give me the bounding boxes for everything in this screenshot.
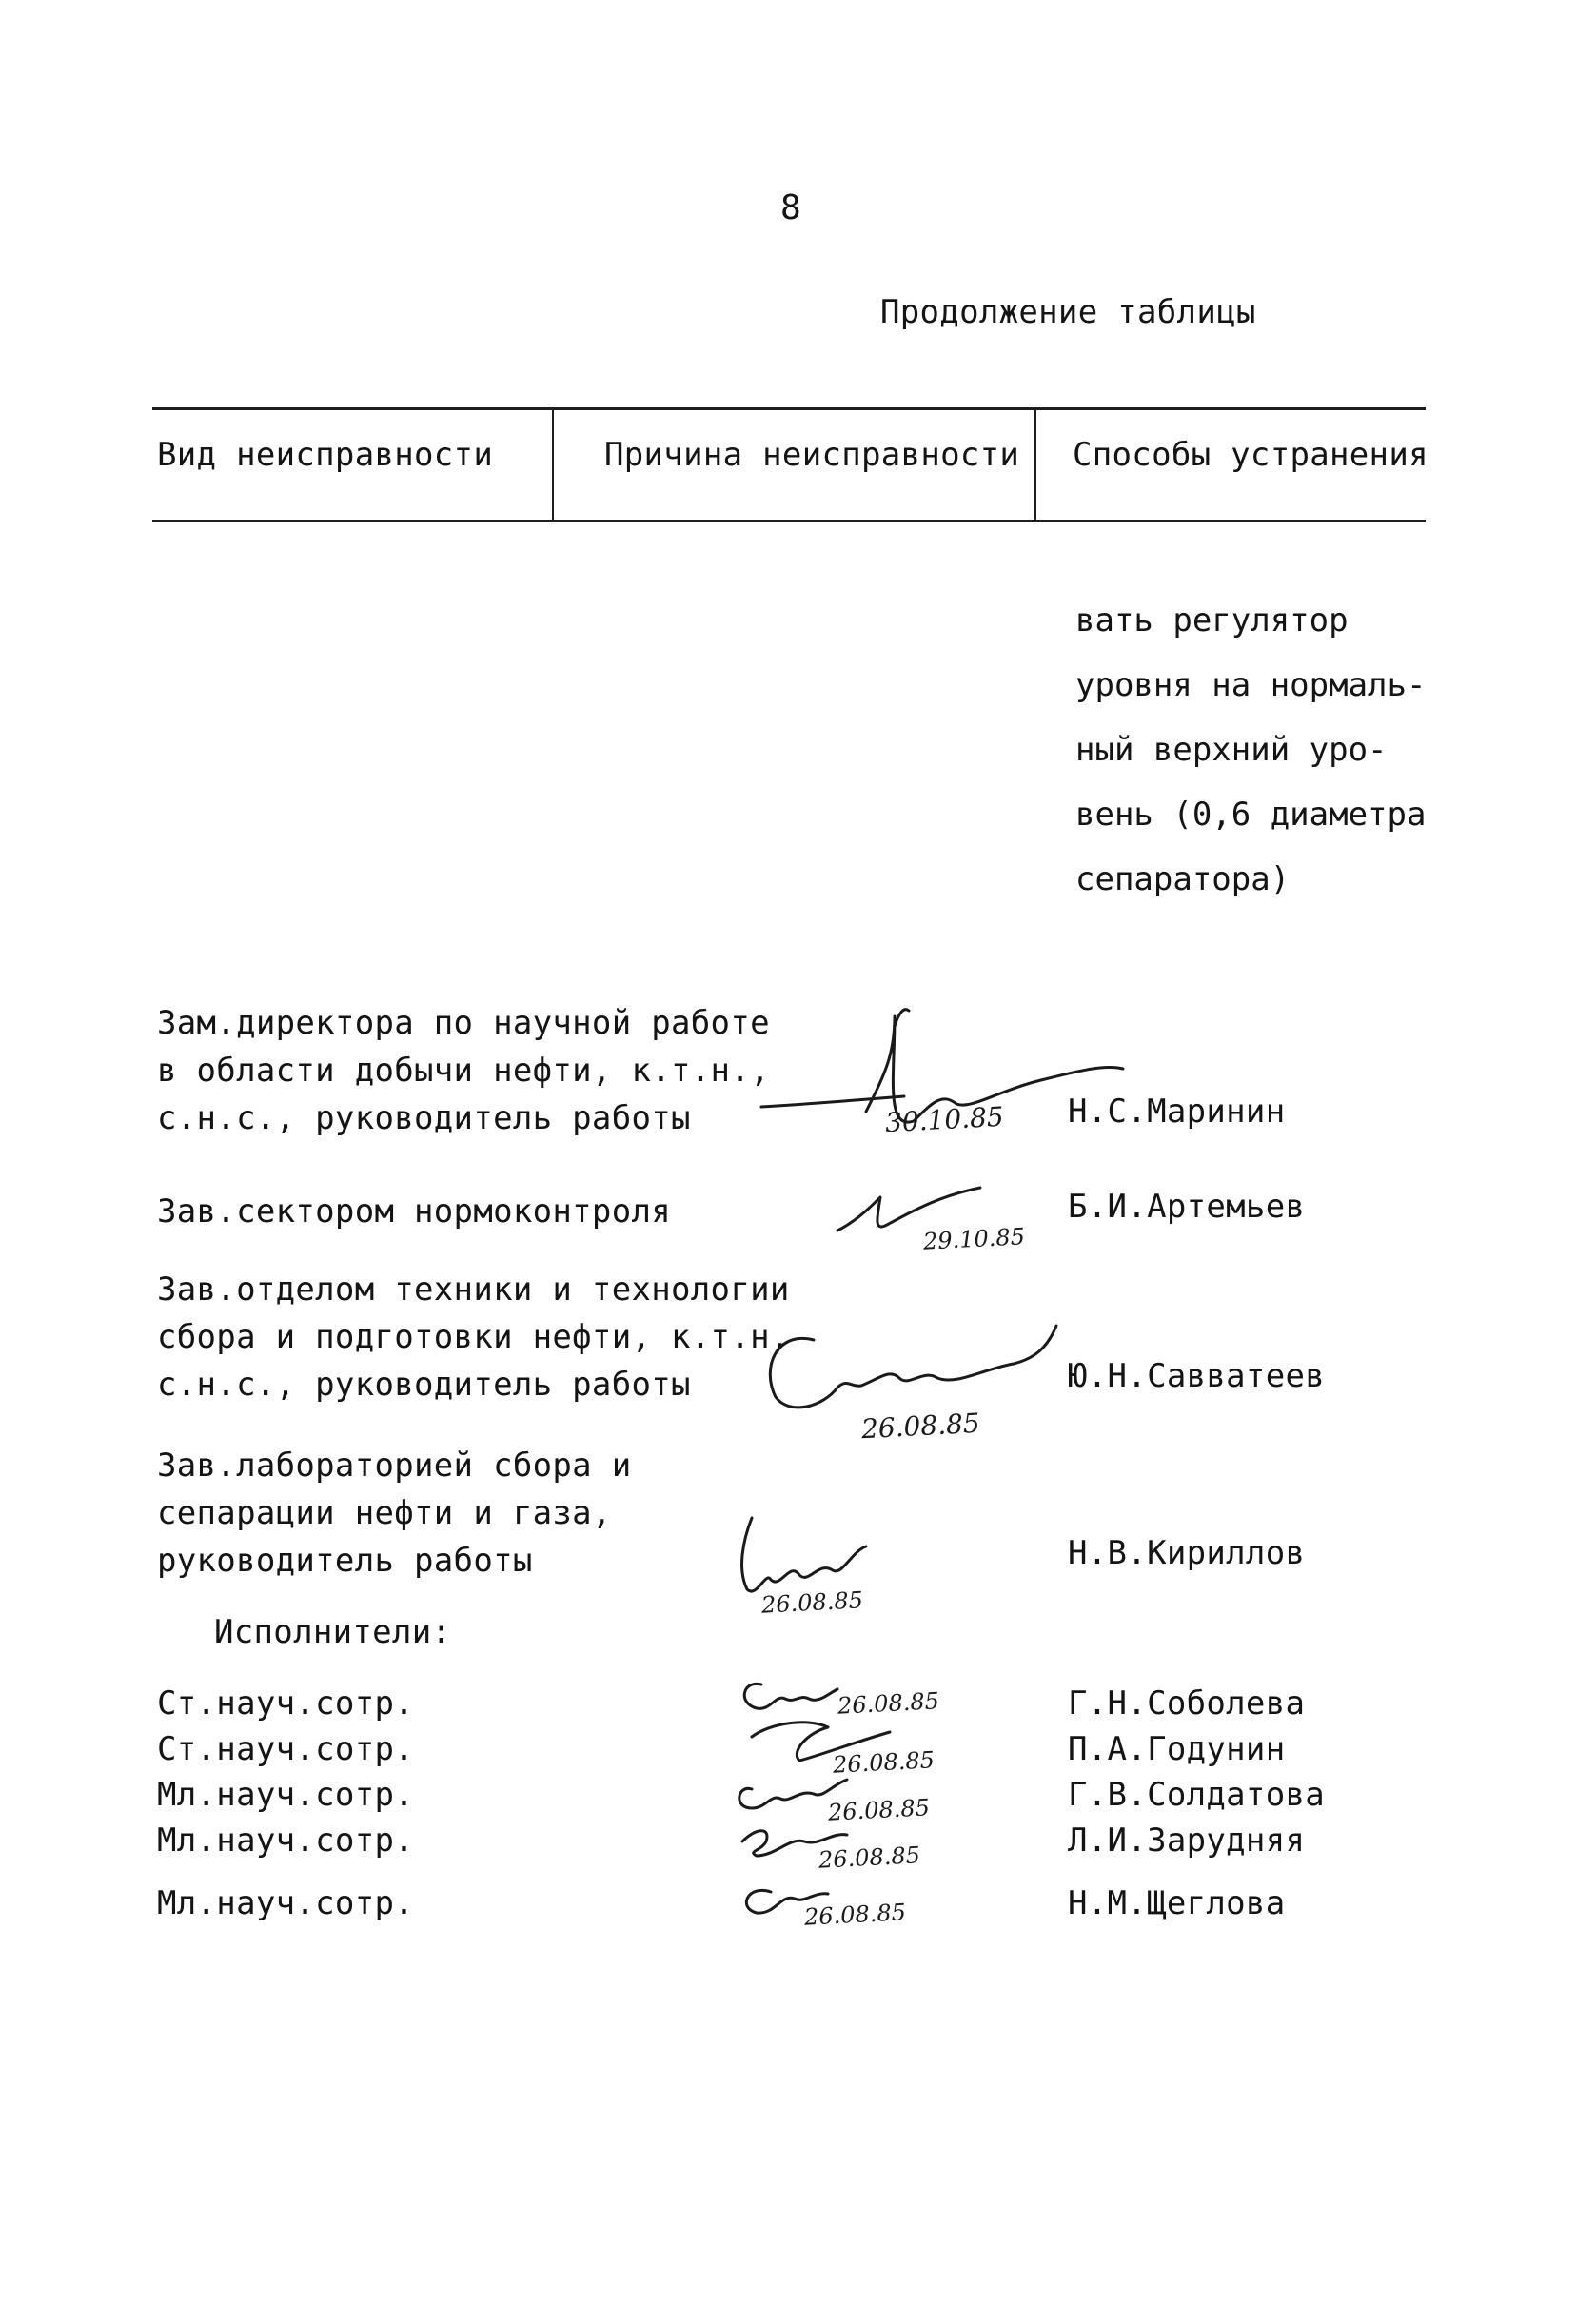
- remedy-line: ный верхний уро-: [1075, 731, 1388, 769]
- approval-title: [157, 999, 770, 1142]
- approver-name: Н.С.Маринин: [1068, 1093, 1286, 1131]
- table-cell-remedy: [1075, 588, 1426, 912]
- executor-position: Ст.науч.сотр.: [157, 1730, 415, 1768]
- remedy-line: уровня на нормаль-: [1075, 666, 1427, 704]
- remedy-line: вень (0,6 диаметра: [1075, 796, 1427, 834]
- table-column-divider-2: [1034, 409, 1036, 522]
- table-header-bottom-rule: [152, 520, 1426, 522]
- table-header-fault-type: Вид неисправности: [157, 436, 494, 474]
- signature-image: [752, 997, 1152, 1163]
- signature-date: 26.08.85: [827, 1794, 931, 1826]
- approval-title-line: в области добычи нефти, к.т.н.,: [157, 1052, 770, 1090]
- executor-name: Г.Н.Соболева: [1068, 1684, 1306, 1723]
- table-continuation-label: Продолжение таблицы: [880, 293, 1256, 331]
- remedy-line: сепаратора): [1075, 860, 1291, 898]
- signature-date: 26.08.85: [760, 1586, 864, 1619]
- signature-date: 26.08.85: [803, 1899, 907, 1931]
- signature-image: [828, 1178, 1026, 1268]
- approval-title-line: Зав.лабораторией сбора и: [157, 1447, 632, 1485]
- signature-date: 30.10.85: [884, 1100, 1005, 1139]
- signature-date: 26.08.85: [818, 1841, 921, 1874]
- approval-title-line: сбора и подготовки нефти, к.т.н,: [157, 1318, 790, 1356]
- approver-name: Н.В.Кириллов: [1068, 1534, 1306, 1572]
- executor-position: Мл.науч.сотр.: [157, 1822, 415, 1860]
- executor-position: Ст.науч.сотр.: [157, 1684, 415, 1723]
- executor-name: Н.М.Щеглова: [1068, 1884, 1286, 1922]
- approver-name: Ю.Н.Савватеев: [1068, 1357, 1326, 1395]
- signature-image: [723, 1665, 942, 1945]
- page-number: 8: [780, 188, 801, 227]
- executor-position: Мл.науч.сотр.: [157, 1884, 415, 1922]
- signature-image: [714, 1504, 914, 1622]
- approval-title-line: сепарации нефти и газа,: [157, 1494, 612, 1532]
- approval-title: [157, 1266, 790, 1408]
- approval-title-line: Зав.отделом техники и технологии: [157, 1270, 790, 1309]
- approval-title-line: Зав.сектором нормоконтроля: [157, 1192, 672, 1231]
- table-top-rule: [152, 407, 1426, 410]
- signature-image: [757, 1311, 1071, 1446]
- executor-position: Мл.науч.сотр.: [157, 1776, 415, 1814]
- executor-name: Л.И.Зарудняя: [1068, 1822, 1306, 1860]
- executor-name: П.А.Годунин: [1068, 1730, 1286, 1768]
- signature-date: 26.08.85: [832, 1746, 936, 1779]
- table-header-remedy: Способы устранения: [1073, 436, 1429, 474]
- approval-title-line: Зам.директора по научной работе: [157, 1004, 770, 1042]
- approval-title: [157, 1442, 631, 1585]
- remedy-line: вать регулятор: [1075, 601, 1349, 640]
- approval-title: [157, 1188, 671, 1235]
- table-header-fault-cause: Причина неисправности: [604, 436, 1020, 474]
- executors-heading: Исполнители:: [214, 1613, 452, 1651]
- executor-name: Г.В.Солдатова: [1068, 1776, 1326, 1814]
- approval-title-line: с.н.с., руководитель работы: [157, 1099, 691, 1137]
- approval-title-line: руководитель работы: [157, 1542, 533, 1580]
- table-column-divider-1: [552, 409, 554, 522]
- signature-date: 26.08.85: [837, 1687, 940, 1720]
- approver-name: Б.И.Артемьев: [1068, 1188, 1306, 1226]
- signature-date: 26.08.85: [860, 1407, 981, 1446]
- approval-title-line: с.н.с., руководитель работы: [157, 1366, 691, 1404]
- signature-date: 29.10.85: [922, 1223, 1026, 1255]
